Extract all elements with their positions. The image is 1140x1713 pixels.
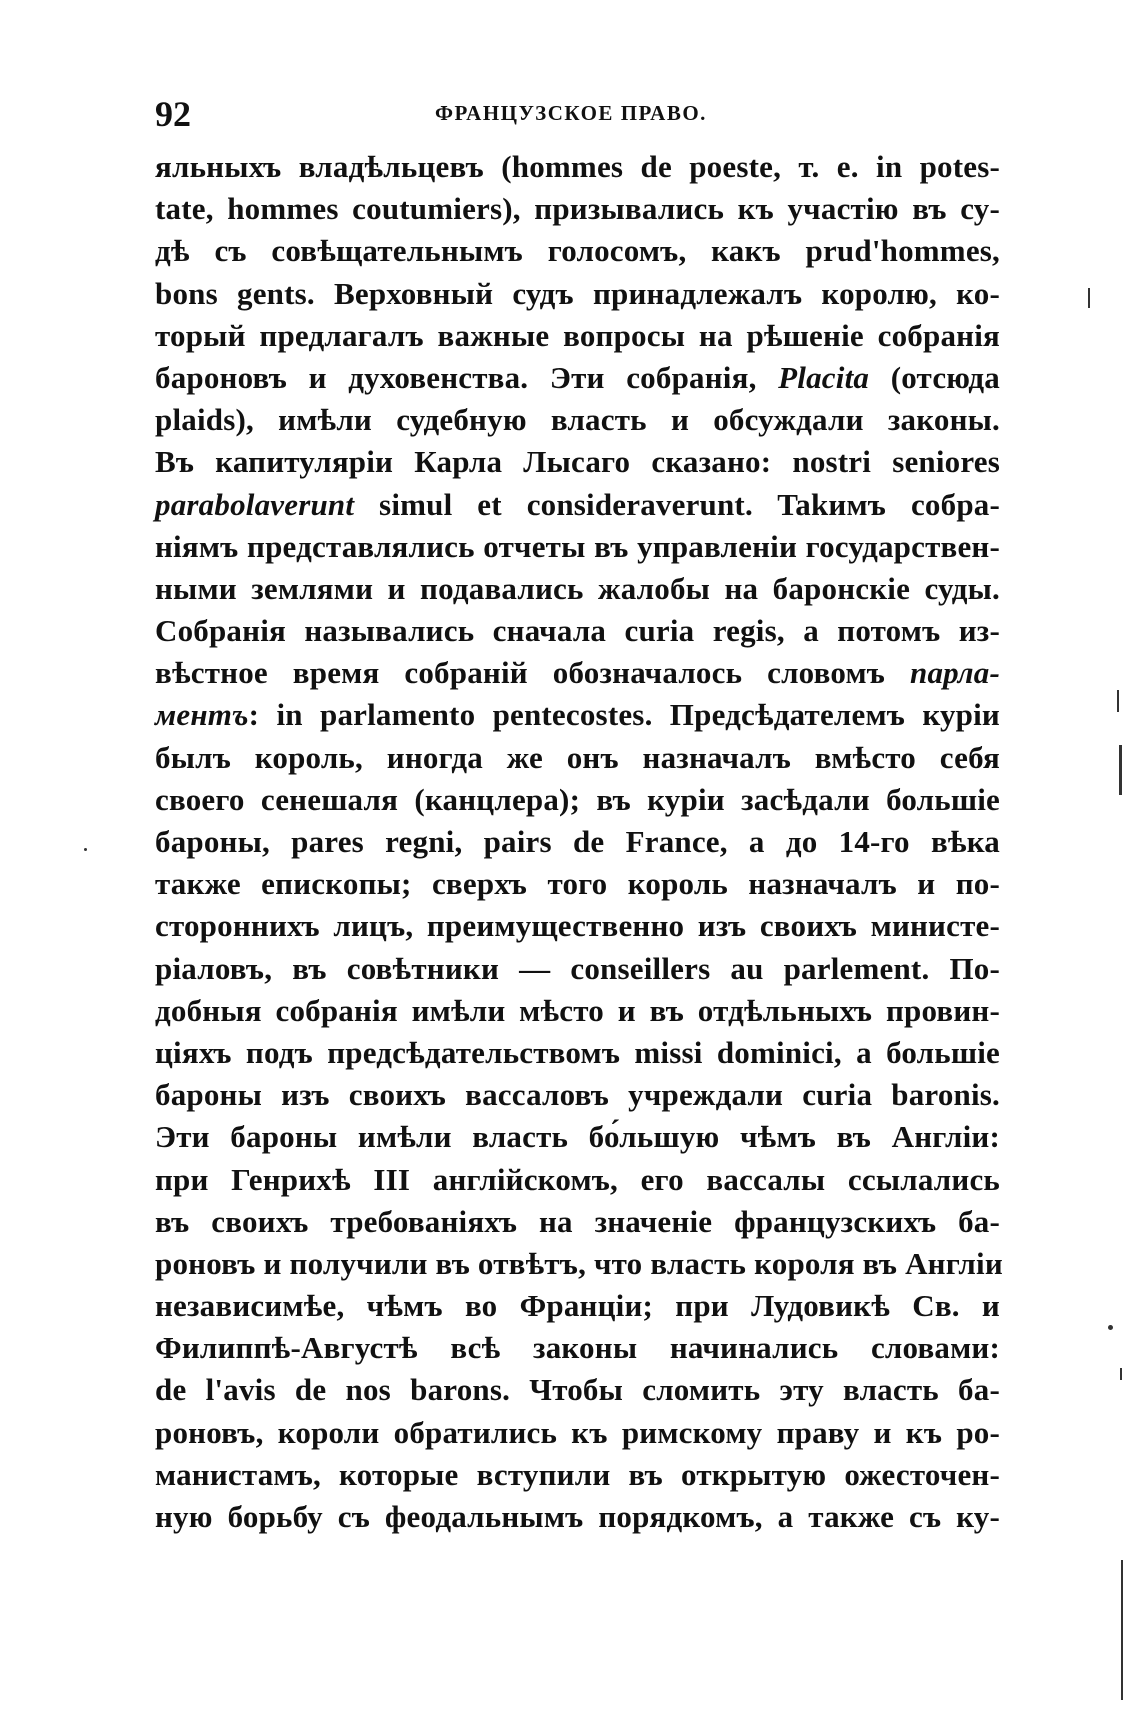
text-line: своего сенешаля (канцлера); въ куріи засѣдали большіе xyxy=(155,781,1000,817)
scan-mark xyxy=(1117,690,1119,712)
text-line: ріаловъ, въ совѣтники — conseillers au parlement. По- xyxy=(155,950,1000,986)
text-segment: (отсюда xyxy=(869,359,1001,395)
text-line: ными землями и подавались жалобы на баронскіе суды. xyxy=(155,570,1000,606)
text-line xyxy=(155,484,1000,526)
text-segment: simul et consideraverunt. Takимъ собра- xyxy=(354,486,1000,522)
body-text xyxy=(155,146,1003,1538)
text-line: бароны, pares regni, pairs de France, а до 14-го вѣка xyxy=(155,824,1000,859)
text-line: Въ капитуляріи Карла Лысаго сказано: nostri seniores xyxy=(155,444,1000,480)
text-segment: : in parlamento pentecostes. Предсѣдателемъ куріи xyxy=(248,697,1000,733)
text-line xyxy=(155,694,1000,736)
text-line: яльныхъ владѣльцевъ (hommes de poeste, т. е. in potes- xyxy=(155,149,1000,184)
text-line xyxy=(155,652,1000,694)
text-line: Филиппѣ-Августѣ всѣ законы начинались словами: xyxy=(155,1330,1000,1366)
italic-term: ментъ xyxy=(155,697,249,733)
italic-term: parabolaverunt xyxy=(155,486,355,522)
scan-mark xyxy=(84,848,87,851)
text-line: добныя собранія имѣли мѣсто и въ отдѣльныхъ провин- xyxy=(155,992,1000,1028)
text-segment: бароновъ и духовенства. Эти собранія, xyxy=(155,359,779,395)
text-line: plaids), имѣли судебную власть и обсуждали законы. xyxy=(155,402,1000,438)
italic-term: Placita xyxy=(778,359,870,395)
text-line: дѣ съ совѣщательнымъ голосомъ, какъ prud'hommes, xyxy=(155,233,1000,269)
scan-mark xyxy=(1119,745,1122,795)
text-line: Эти бароны имѣли власть бо́льшую чѣмъ въ Англіи: xyxy=(155,1119,1000,1155)
text-line xyxy=(155,357,1000,399)
text-line: bons gents. Верховный судъ принадлежалъ королю, ко- xyxy=(155,275,1000,311)
scan-mark xyxy=(1121,1560,1123,1700)
scan-mark xyxy=(1088,288,1090,308)
text-line: былъ король, иногда же онъ назначалъ вмѣсто себя xyxy=(155,739,1000,775)
text-line: независимѣе, чѣмъ во Франціи; при Лудовикѣ Св. и xyxy=(155,1288,1000,1324)
text-line: также епископы; сверхъ того король назначалъ и по- xyxy=(155,866,1000,902)
text-line: манистамъ, которые вступили въ открытую ожесточен- xyxy=(155,1456,1000,1492)
page-number: 92 xyxy=(155,94,191,134)
text-line: ніямъ представлялись отчеты въ управленіи государствен- xyxy=(155,528,1000,564)
text-line: ную борьбу съ феодальнымъ порядкомъ, а также съ ку- xyxy=(155,1499,1000,1534)
scan-mark xyxy=(1108,1325,1113,1330)
text-line: роновъ и получили въ отвѣтъ, что власть короля въ Англіи xyxy=(155,1245,1003,1281)
text-line: ціяхъ подъ предсѣдательствомъ missi dominici, а большіе xyxy=(155,1034,1000,1070)
text-line: tate, hommes coutumiers), призывались къ участію въ су- xyxy=(155,191,1000,227)
scan-mark xyxy=(1120,1368,1122,1380)
text-line: роновъ, короли обратились къ римскому праву и къ ро- xyxy=(155,1414,1000,1450)
text-segment: вѣстное время собраній обозначалось словомъ xyxy=(155,655,910,691)
text-line: стороннихъ лицъ, преимущественно изъ своихъ министе- xyxy=(155,908,1000,944)
text-line: бароны изъ своихъ вассаловъ учреждали curia baronis. xyxy=(155,1077,1000,1113)
text-line: при Генрихѣ III англійскомъ, его вассалы ссылались xyxy=(155,1161,1000,1197)
text-line: въ своихъ требованіяхъ на значеніе французскихъ ба- xyxy=(155,1203,1000,1239)
text-line: торый предлагалъ важные вопросы на рѣшеніе собранія xyxy=(155,317,1000,353)
running-title: ФРАНЦУЗСКОЕ ПРАВО. xyxy=(435,101,707,125)
page-header xyxy=(155,92,1000,136)
text-line: Собранія назывались сначала curia regis, а потомъ из- xyxy=(155,613,1000,649)
italic-term: парла- xyxy=(910,655,1000,691)
text-line: de l'avis de nos barons. Чтобы сломить эту власть ба- xyxy=(155,1372,1000,1408)
